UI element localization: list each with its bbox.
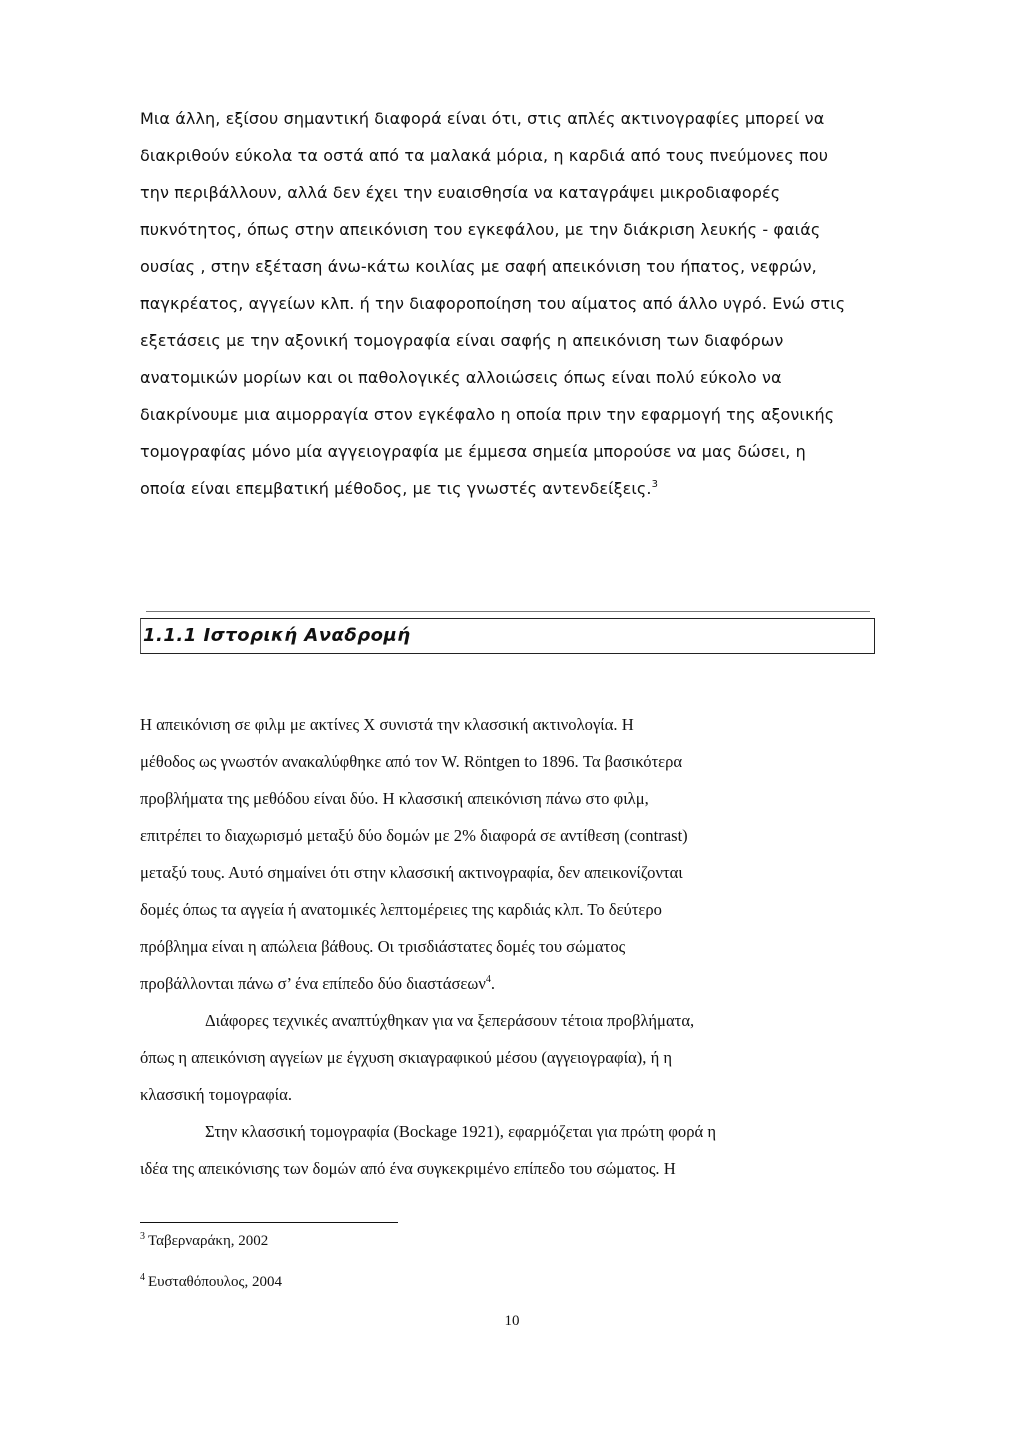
paragraph-line: δομές όπως τα αγγεία ή ανατομικές λεπτομέρειες της καρδιάς κλπ. Το δεύτερο bbox=[140, 900, 662, 919]
paragraph-line-last: προβάλλονται πάνω σ’ ένα επίπεδο δύο διαστάσεων$^4$. bbox=[140, 974, 495, 993]
paragraph-line: παγκρέατος, αγγείων κλπ. ή την διαφοροποίηση του αίματος από άλλο υγρό. Ενώ στις bbox=[140, 294, 846, 313]
paragraph-line: Στην κλασσική τομογραφία (Bockage 1921), εφαρμόζεται για πρώτη φορά η bbox=[205, 1122, 717, 1141]
paragraph-line-last bbox=[140, 479, 870, 498]
paragraph-line: επιτρέπει το διαχωρισμό μεταξύ δύο δομών με 2% διαφορά σε αντίθεση (contrast) bbox=[140, 826, 688, 845]
paragraph-line: κλασσική τομογραφία. bbox=[140, 1085, 292, 1104]
page-number: 10 bbox=[504, 1313, 520, 1329]
paragraph-line: ιδέα της απεικόνισης των δομών από ένα συγκεκριμένο επίπεδο του σώματος. Η bbox=[140, 1159, 676, 1178]
footnote-number: 3 bbox=[140, 1231, 145, 1242]
paragraph-line: την περιβάλλουν, αλλά δεν έχει την ευαισθησία να καταγράψει μικροδιαφορές bbox=[140, 183, 781, 202]
paragraph-line: Η απεικόνιση σε φιλμ με ακτίνες Χ συνιστά την κλασσική ακτινολογία. Η bbox=[140, 715, 634, 734]
paragraph-line: πρόβλημα είναι η απώλεια βάθους. Οι τρισδιάστατες δομές του σώματος bbox=[140, 937, 626, 956]
paragraph-line: προβλήματα της μεθόδου είναι δύο. Η κλασσική απεικόνιση πάνω στο φιλμ, bbox=[140, 789, 649, 808]
paragraph-line: μεταξύ τους. Αυτό σημαίνει ότι στην κλασσική ακτινογραφία, δεν απεικονίζονται bbox=[140, 863, 683, 882]
paragraph-line: τομογραφίας μόνο μία αγγειογραφία με έμμεσα σημεία μπορούσε να μας δώσει, η bbox=[140, 442, 806, 461]
paragraph-line: ουσίας , στην εξέταση άνω-κάτω κοιλίας με σαφή απεικόνιση του ήπατος, νεφρών, bbox=[140, 257, 817, 276]
paragraph-line: διακρίνουμε μια αιμορραγία στον εγκέφαλο η οποία πριν την εφαρμογή της αξονικής bbox=[140, 405, 835, 424]
footnote-item bbox=[140, 1231, 268, 1250]
footnote-ref: 4 bbox=[485, 974, 491, 985]
footnote-ref: 3 bbox=[651, 479, 659, 490]
footnote-text: Ταβερναράκη, 2002 bbox=[148, 1233, 269, 1249]
paragraph-line: εξετάσεις με την αξονική τομογραφία είναι σαφής η απεικόνιση των διαφόρων bbox=[140, 331, 784, 350]
paragraph-line: μέθοδος ως γνωστόν ανακαλύφθηκε από τον W. Röntgen to 1896. Τα βασικότερα bbox=[140, 752, 683, 771]
paragraph-line: Μια άλλη, εξίσου σημαντική διαφορά είναι ότι, στις απλές ακτινογραφίες μπορεί να bbox=[140, 109, 825, 128]
footnote-rule bbox=[140, 1222, 398, 1223]
paragraph-line: πυκνότητος, όπως στην απεικόνιση του εγκεφάλου, με την διάκριση λευκής - φαιάς bbox=[140, 220, 821, 239]
paragraph-line: ανατομικών μορίων και οι παθολογικές αλλοιώσεις όπως είναι πολύ εύκολο να bbox=[140, 368, 782, 387]
paragraph-text: προβάλλονται πάνω σ’ ένα επίπεδο δύο διαστάσεων bbox=[140, 974, 486, 993]
footnote-number: 4 bbox=[140, 1272, 145, 1283]
section-heading: 1.1.1 Ιστορική Αναδρομή bbox=[143, 625, 411, 646]
heading-top-rule bbox=[146, 611, 870, 612]
paragraph-line: Διάφορες τεχνικές αναπτύχθηκαν για να ξεπεράσουν τέτοια προβλήματα, bbox=[205, 1011, 695, 1030]
footnote-text: Ευσταθόπουλος, 2004 bbox=[148, 1274, 282, 1290]
paragraph-line: διακριθούν εύκολα τα οστά από τα μαλακά μόρια, η καρδιά από τους πνεύμονες που bbox=[140, 146, 829, 165]
paragraph-text: οποία είναι επεμβατική μέθοδος, με τις γνωστές αντενδείξεις. bbox=[140, 479, 652, 498]
paragraph-line: όπως η απεικόνιση αγγείων με έγχυση σκιαγραφικού μέσου (αγγειογραφία), ή η bbox=[140, 1048, 673, 1067]
footnote-item bbox=[140, 1272, 282, 1291]
